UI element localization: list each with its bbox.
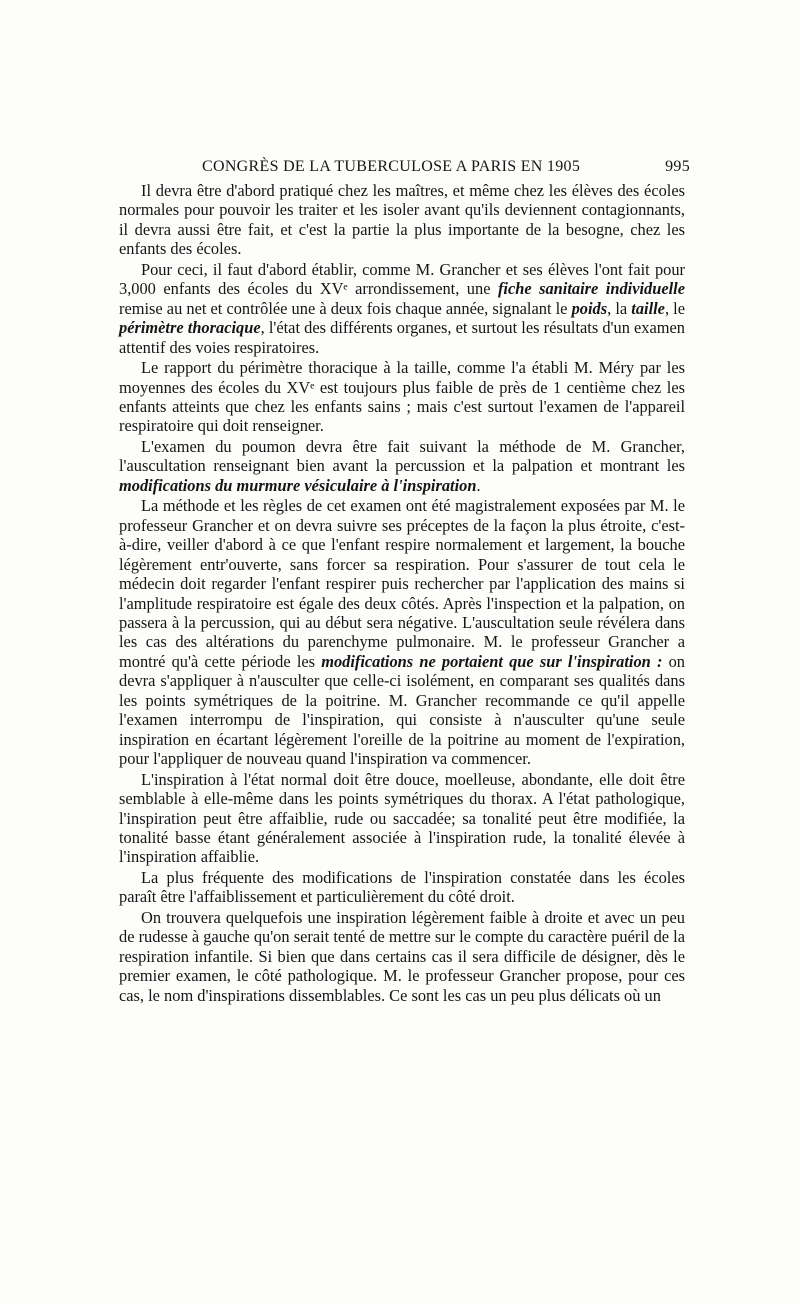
paragraph-2-text-d: , le xyxy=(664,298,685,318)
paragraph-7: La plus fréquente des modifications de l'inspiration constatée dans les écoles paraît être l'affaiblissement et particulièrement du côté droit. xyxy=(119,867,685,907)
paragraph-5-text-a: La méthode et les règles de cet examen ont été magistralement exposées par M. le professeur Grancher et on devra suivre ses préceptes de la façon la plus étroite, c'est-à-dire, veiller d'abord à ce que l'enfant respire normalement et largement, la bouche légèrement entr'ouverte, sans forcer sa respiration. Pour s'assurer de tout cela le médecin doit regarder l'enfant respirer puis rechercher par l'application des mains si l'amplitude respiratoire est égale des deux côtés. Après l'inspection et la palpation, on passera à la percussion, qui au début sera négative. L'auscultation seule révélera dans les cas des altérations du parenchyme pulmonaire. M. le professeur Grancher a montré qu'à cette période les xyxy=(119,496,685,671)
paragraph-1: Il devra être d'abord pratiqué chez les maîtres, et même chez les élèves des écoles normales pour pouvoir les traiter et les isoler avant qu'ils deviennent contagionnants, il devra aussi être fait, et c'est la partie la plus importante de la besogne, chez les enfants des écoles. xyxy=(119,181,685,259)
paragraph-2-text-a: Pour ceci, il faut d'abord établir, comme M. Grancher et ses élèves l'ont fait pour 3,000 enfants des écoles du XVᵉ arrondissement, une xyxy=(119,259,685,299)
paragraph-2-text-e: , l'état des différents organes, et surtout les résultats d'un examen attentif des voies respiratoires. xyxy=(119,318,685,357)
paragraph-2-emphasis-a: fiche sanitaire individuelle xyxy=(497,279,685,299)
paragraph-4 xyxy=(119,437,685,495)
paragraph-2-emphasis-d: périmètre thoracique xyxy=(119,318,261,338)
paragraph-5-text-b: on devra s'appliquer à n'ausculter que celle-ci isolément, en comparant ses qualités dans les points symétriques de la poitrine. M. Grancher recommande ce qu'il appelle l'examen interrompu de l'inspiration, qui consiste à n'ausculter qu'une seule inspiration en écartant légèrement l'oreille de la poitrine au moment de l'expiration, pour l'appliquer de nouveau quand l'inspiration va commencer. xyxy=(119,651,685,769)
paragraph-3: Le rapport du périmètre thoracique à la taille, comme l'a établi M. Méry par les moyennes des écoles du XVᵉ est toujours plus faible de près de 1 centième chez les enfants atteints que chez les enfants sains ; mais c'est surtout l'examen de l'appareil respiratoire qui doit renseigner. xyxy=(119,358,685,436)
paragraph-8: On trouvera quelquefois une inspiration légèrement faible à droite et avec un peu de rudesse à gauche qu'on serait tenté de mettre sur le compte du caractère puéril de la respiration infantile. Si bien que dans certains cas il sera difficile de désigner, dès le premier examen, le côté pathologique. M. le professeur Grancher propose, pour ces cas, le nom d'inspirations dissemblables. Ce sont les cas un peu plus délicats où un xyxy=(119,907,685,1005)
paragraph-2-emphasis-c: taille xyxy=(631,298,665,318)
paragraph-4-text-b: . xyxy=(476,475,481,495)
paragraph-5 xyxy=(119,496,685,768)
paragraph-2-text-c: , la xyxy=(607,298,632,318)
paragraph-2-emphasis-b: poids xyxy=(571,298,608,318)
paragraph-5-emphasis: modifications ne portaient que sur l'inspiration : xyxy=(321,651,663,671)
paragraph-2 xyxy=(119,260,685,357)
running-title: CONGRÈS DE LA TUBERCULOSE A PARIS EN 1905 xyxy=(202,158,581,175)
paragraph-2-text-b: remise au net et contrôlée une à deux fois chaque année, signalant le xyxy=(119,298,572,318)
paragraph-6: L'inspiration à l'état normal doit être douce, moelleuse, abondante, elle doit être semblable à elle-même dans les points symétriques du thorax. A l'état pathologique, l'inspiration peut être affaiblie, rude ou saccadée; sa tonalité peut être modifiée, la tonalité basse étant généralement associée à l'inspiration rude, la tonalité élevée à l'inspiration affaiblie. xyxy=(119,769,685,867)
page-number: 995 xyxy=(665,158,690,175)
page-header xyxy=(120,158,690,180)
paragraph-4-text-a: L'examen du poumon devra être fait suivant la méthode de M. Grancher, l'auscultation renseignant bien avant la percussion et la palpation et montrant les xyxy=(119,436,685,476)
paragraph-4-emphasis: modifications du murmure vésiculaire à l'inspiration xyxy=(119,475,477,495)
body-text xyxy=(119,181,685,1005)
